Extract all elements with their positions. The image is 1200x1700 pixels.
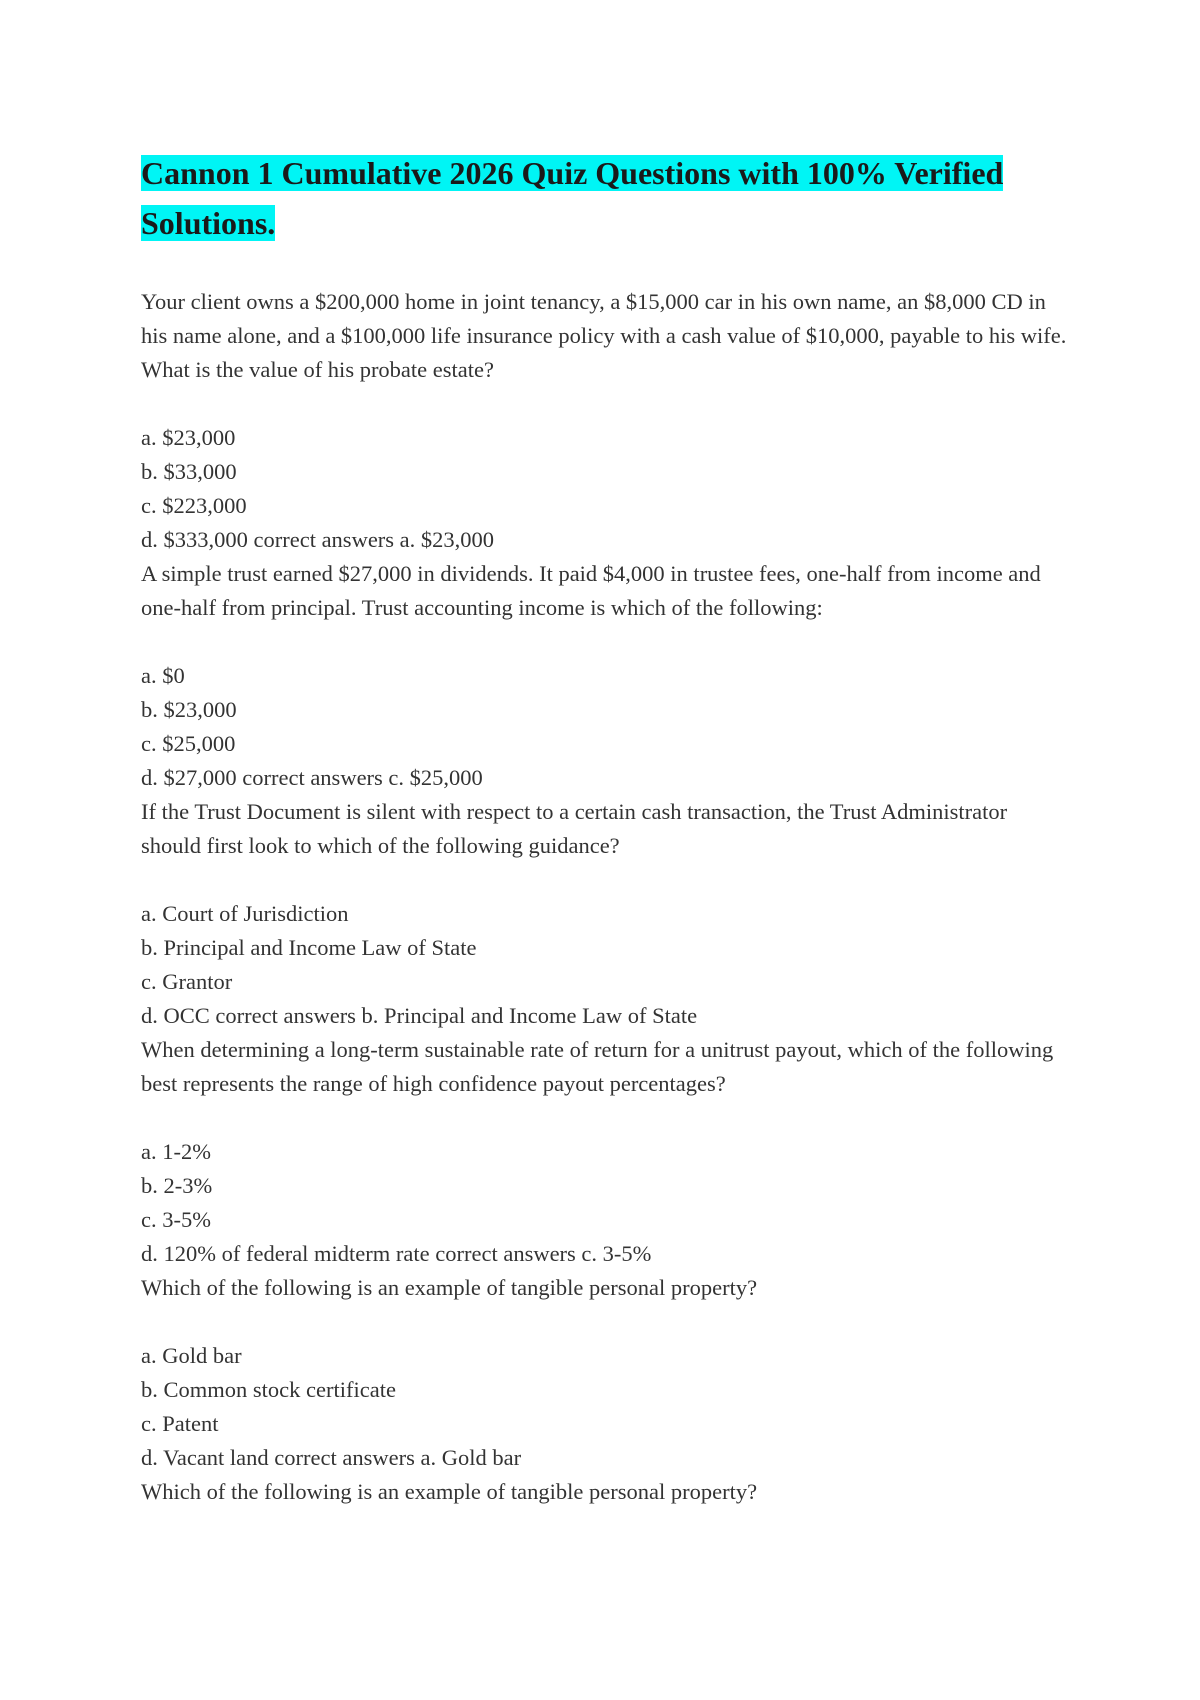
answer-option: c. Patent: [141, 1411, 219, 1436]
answer-option: b. $33,000: [141, 459, 237, 484]
answer-option-with-correct-answer: d. Vacant land correct answers a. Gold bar: [141, 1445, 522, 1470]
answer-option: b. 2-3%: [141, 1173, 213, 1198]
answer-option: c. 3-5%: [141, 1207, 211, 1232]
document-body: [141, 285, 1071, 1509]
question-block: [141, 1271, 1071, 1475]
answer-option: a. Court of Jurisdiction: [141, 901, 349, 926]
answer-option: a. Gold bar: [141, 1343, 242, 1368]
answer-option-with-correct-answer: d. $333,000 correct answers a. $23,000: [141, 527, 495, 552]
answer-option: c. Grantor: [141, 969, 233, 994]
answer-option: c. $223,000: [141, 493, 247, 518]
answer-option-with-correct-answer: d. 120% of federal midterm rate correct answers c. 3-5%: [141, 1241, 652, 1266]
question-text: A simple trust earned $27,000 in dividends. It paid $4,000 in trustee fees, one-half from income and one-half from principal. Trust accounting income is which of the following:: [141, 561, 1041, 620]
answer-option: b. Common stock certificate: [141, 1377, 396, 1402]
answer-option: a. $0: [141, 663, 185, 688]
question-block: [141, 795, 1071, 1033]
trailing-question-text: Which of the following is an example of tangible personal property?: [141, 1479, 758, 1504]
answer-option: a. 1-2%: [141, 1139, 211, 1164]
answer-option-with-correct-answer: d. $27,000 correct answers c. $25,000: [141, 765, 483, 790]
answer-option: c. $25,000: [141, 731, 236, 756]
question-text: Your client owns a $200,000 home in joint tenancy, a $15,000 car in his own name, an $8,000 CD in his name alone, and a $100,000 life insurance policy with a cash value of $10,000, payable to his wife. What is the value of his probate estate?: [141, 289, 1067, 382]
question-text: Which of the following is an example of tangible personal property?: [141, 1275, 758, 1300]
question-text: When determining a long-term sustainable rate of return for a unitrust payout, which of the following best represents the range of high confidence payout percentages?: [141, 1037, 1054, 1096]
question-block: [141, 1033, 1071, 1271]
question-block: [141, 557, 1071, 795]
answer-option: b. Principal and Income Law of State: [141, 935, 477, 960]
document-title: [141, 148, 1041, 248]
answer-option: a. $23,000: [141, 425, 236, 450]
answer-option: b. $23,000: [141, 697, 237, 722]
question-text: If the Trust Document is silent with respect to a certain cash transaction, the Trust Administrator should first look to which of the following guidance?: [141, 799, 1008, 858]
title-highlight: Cannon 1 Cumulative 2026 Quiz Questions with 100% Verified Solutions.: [141, 155, 1004, 241]
question-block: [141, 285, 1071, 557]
answer-option-with-correct-answer: d. OCC correct answers b. Principal and Income Law of State: [141, 1003, 698, 1028]
